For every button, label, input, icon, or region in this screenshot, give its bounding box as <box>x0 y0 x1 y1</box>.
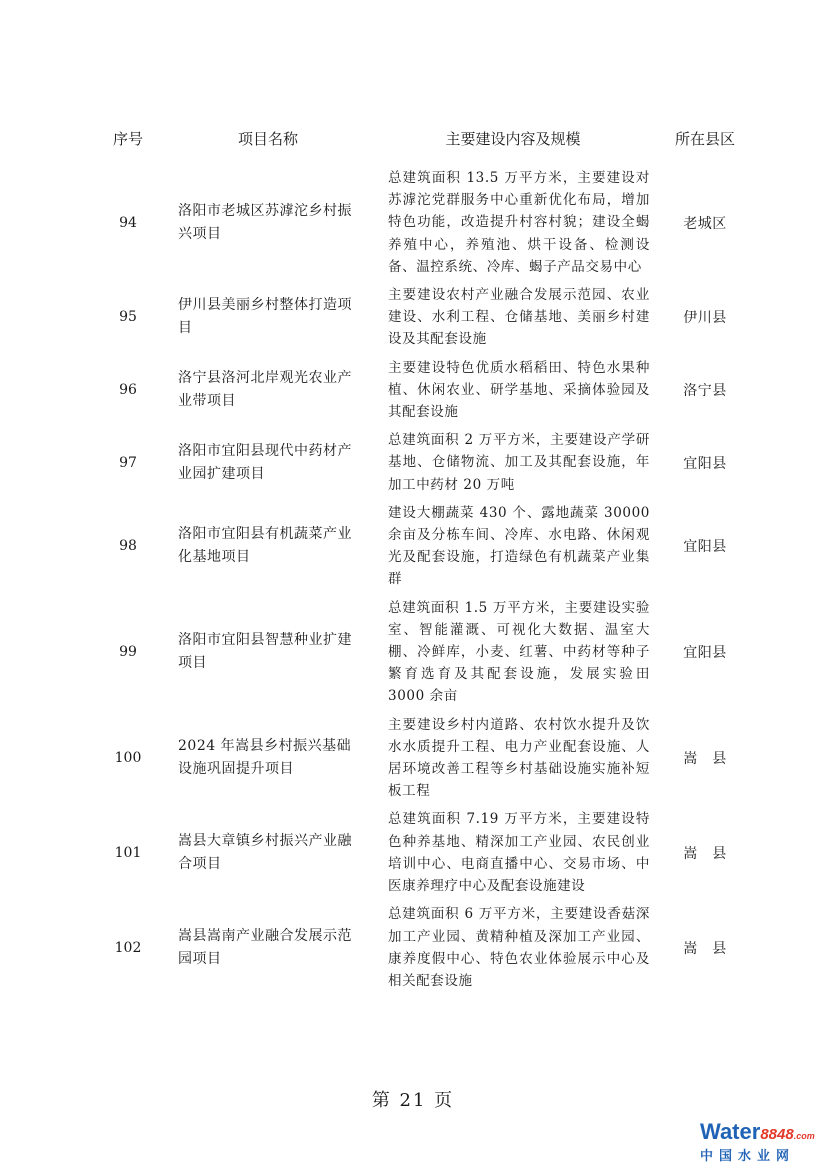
table-body <box>0 164 826 995</box>
row-county: 洛宁县 <box>683 382 727 399</box>
row-project-name: 伊川县美丽乡村整体打造项目 <box>178 297 352 337</box>
row-main-content: 建设大棚蔬菜 430 个、露地蔬菜 30000 余亩及分栋车间、冷库、水电路、休闲观光及配套设施，打造绿色有机蔬菜产业集群 <box>388 504 650 588</box>
row-main-content: 总建筑面积 7.19 万平方米，主要建设特色种养基地、精深加工产业园、农民创业培训中心、电商直播中心、交易市场、中医康养理疗中心及配套设施建设 <box>388 811 650 895</box>
table-row <box>0 164 826 281</box>
row-serial-number: 94 <box>119 214 137 231</box>
table-row <box>0 900 826 995</box>
table-row <box>0 354 826 427</box>
table-row <box>0 711 826 806</box>
row-serial-number: 99 <box>119 644 137 661</box>
row-main-content: 总建筑面积 2 万平方米，主要建设产学研基地、仓储物流、加工及其配套设施，年加工中药材 20 万吨 <box>388 432 650 493</box>
logo-subtitle: 中国水业网 <box>700 1149 796 1164</box>
header-main-content: 主要建设内容及规模 <box>445 130 581 148</box>
row-county: 伊川县 <box>683 310 727 327</box>
row-main-content: 主要建设特色优质水稻稻田、特色水果种植、休闲农业、研学基地、采摘体验园及其配套设施 <box>388 359 650 421</box>
row-county: 宜阳县 <box>683 539 727 556</box>
table-header <box>0 128 826 154</box>
row-serial-number: 95 <box>119 309 137 326</box>
row-county: 嵩 县 <box>683 940 727 957</box>
logo-suffix: .com <box>793 1131 815 1141</box>
row-main-content: 总建筑面积 1.5 万平方米，主要建设实验室、智能灌溉、可视化大数据、温室大棚、冷鲜库，小麦、红薯、中药材等种子繁育选育及其配套设施，发展实验田 3000 余亩 <box>388 599 650 705</box>
row-serial-number: 97 <box>119 454 137 471</box>
row-main-content: 总建筑面积 13.5 万平方米，主要建设对苏滹沱党群服务中心重新优化布局，增加特色功能，改造提升村容村貌；建设全蝎养殖中心，养殖池、烘干设备、检测设备、温控系统、冷库、蝎子产品交易中心 <box>388 170 650 275</box>
row-project-name: 嵩县大章镇乡村振兴产业融合项目 <box>178 832 352 872</box>
row-project-name: 嵩县嵩南产业融合发展示范园项目 <box>178 927 352 967</box>
logo-brand: Water <box>700 1119 761 1144</box>
header-project-name: 项目名称 <box>237 130 298 148</box>
table-row <box>0 499 826 594</box>
logo-number: 8848 <box>760 1126 794 1143</box>
row-serial-number: 101 <box>114 844 142 861</box>
row-county: 宜阳县 <box>683 455 727 472</box>
site-watermark-logo <box>700 1120 820 1164</box>
row-project-name: 洛阳市宜阳县有机蔬菜产业化基地项目 <box>178 526 352 566</box>
logo-wordmark <box>700 1120 815 1148</box>
row-serial-number: 96 <box>119 381 137 398</box>
header-serial-number: 序号 <box>112 130 143 148</box>
row-project-name: 洛阳市宜阳县现代中药材产业园扩建项目 <box>178 442 352 482</box>
row-main-content: 主要建设乡村内道路、农村饮水提升及饮水水质提升工程、电力产业配套设施、人居环境改善工程等乡村基础设施实施补短板工程 <box>388 716 650 800</box>
row-serial-number: 100 <box>114 750 142 767</box>
table-row <box>0 805 826 900</box>
row-county: 宜阳县 <box>683 645 727 662</box>
row-project-name: 洛阳市老城区苏滹沱乡村振兴项目 <box>178 202 352 242</box>
row-county: 嵩 县 <box>683 751 727 768</box>
table-row <box>0 426 826 499</box>
row-project-name: 洛阳市宜阳县智慧种业扩建项目 <box>178 632 352 672</box>
row-serial-number: 102 <box>114 939 142 956</box>
header-county: 所在县区 <box>674 130 735 148</box>
table-row <box>0 281 826 354</box>
row-project-name: 洛宁县洛河北岸观光农业产业带项目 <box>178 369 352 409</box>
row-serial-number: 98 <box>119 538 137 555</box>
page-number: 第 21 页 <box>371 1090 455 1111</box>
row-project-name: 2024 年嵩县乡村振兴基础设施巩固提升项目 <box>178 738 352 778</box>
row-county: 老城区 <box>683 215 727 232</box>
row-main-content: 主要建设农村产业融合发展示范园、农业建设、水利工程、仓储基地、美丽乡村建设及其配套设施 <box>388 287 650 348</box>
row-main-content: 总建筑面积 6 万平方米，主要建设香菇深加工产业园、黄精种植及深加工产业园、康养度假中心、特色农业体验展示中心及相关配套设施 <box>388 906 650 989</box>
table-row <box>0 594 826 711</box>
row-county: 嵩 县 <box>683 845 727 862</box>
